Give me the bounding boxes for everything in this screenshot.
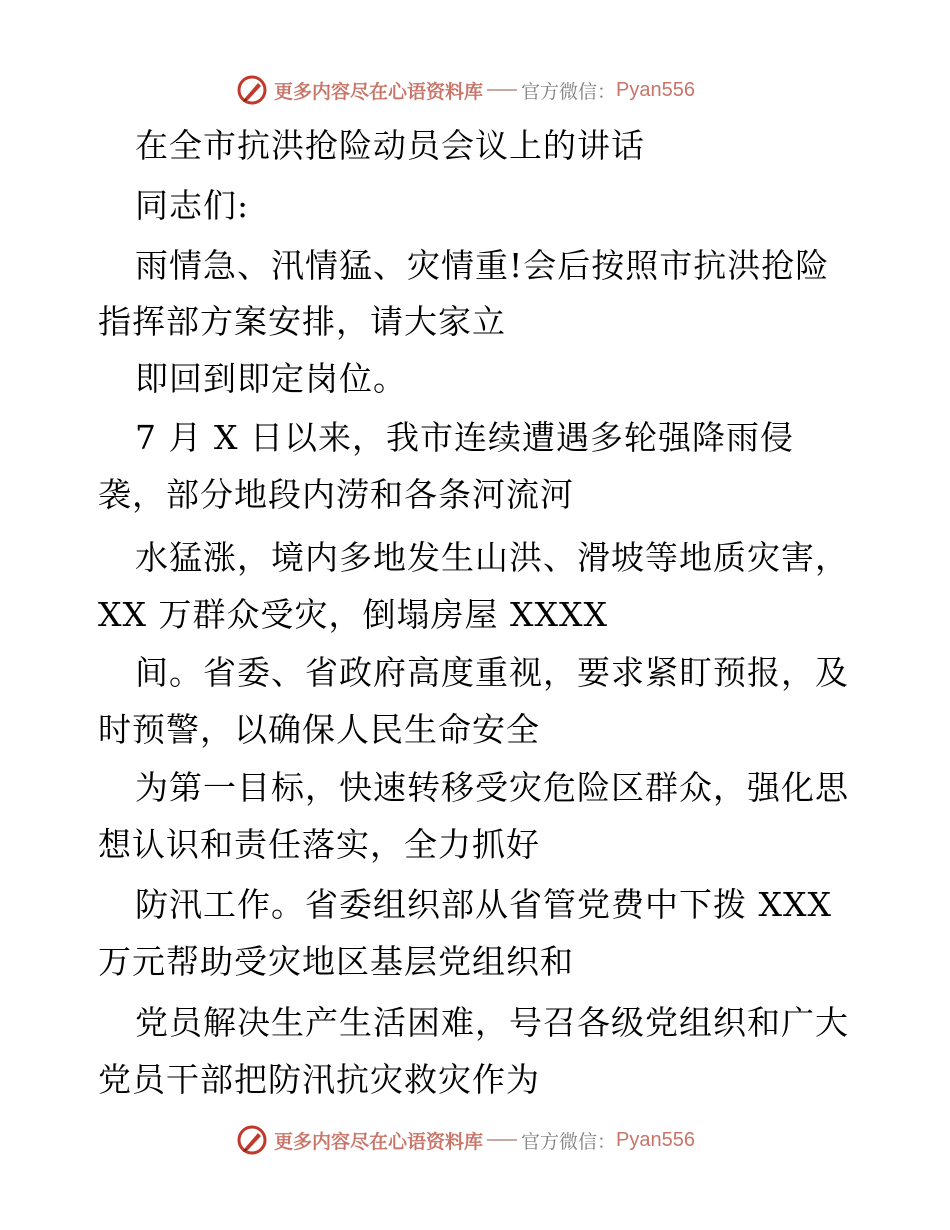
text-line: 7 月 X 日以来，我市连续遭遇多轮强降雨侵 — [135, 418, 794, 457]
text-line: 党员干部把防汛抗灾救灾作为 — [98, 1060, 540, 1099]
text-line: 即回到即定岗位。 — [135, 359, 407, 398]
text-line: 万元帮助受灾地区基层党组织和 — [98, 942, 574, 981]
text-line: 指挥部方案安排，请大家立 — [98, 302, 506, 341]
text-line: 时预警，以确保人民生命安全 — [98, 710, 540, 749]
text-line: 雨情急、汛情猛、灾情重!会后按照市抗洪抢险 — [135, 246, 830, 285]
text-line: 水猛涨，境内多地发生山洪、滑坡等地质灾害， — [135, 538, 849, 577]
text-line: 袭，部分地段内涝和各条河流河 — [98, 475, 574, 514]
header-watermark — [236, 72, 695, 108]
watermark-site-text: 更多内容尽在心语资料库 — [274, 80, 484, 103]
watermark-wechat-id: Pyan556 — [616, 1128, 695, 1151]
text-line: 党员解决生产生活困难，号召各级党组织和广大 — [135, 1003, 849, 1042]
watermark-site-text: 更多内容尽在心语资料库 — [274, 1130, 484, 1153]
watermark-wechat-id: Pyan556 — [616, 78, 695, 101]
text-line: 防汛工作。省委组织部从省管党费中下拨 XXX — [135, 885, 832, 924]
watermark-dash — [487, 1139, 517, 1141]
watermark-wechat-label: 官方微信： — [521, 1130, 617, 1153]
pen-logo-icon — [236, 74, 268, 106]
footer-watermark — [236, 1122, 695, 1158]
watermark-wechat-label: 官方微信： — [521, 80, 617, 103]
watermark-dash — [487, 89, 517, 91]
text-line: 间。省委、省政府高度重视，要求紧盯预报，及 — [135, 653, 849, 692]
text-line: 想认识和责任落实，全力抓好 — [98, 825, 540, 864]
pen-logo-icon — [236, 1124, 268, 1156]
salutation: 同志们: — [135, 186, 250, 225]
text-line: 为第一目标，快速转移受灾危险区群众，强化思 — [135, 768, 849, 807]
document-title: 在全市抗洪抢险动员会议上的讲话 — [135, 126, 645, 165]
text-line: XX 万群众受灾，倒塌房屋 XXXX — [98, 595, 608, 634]
